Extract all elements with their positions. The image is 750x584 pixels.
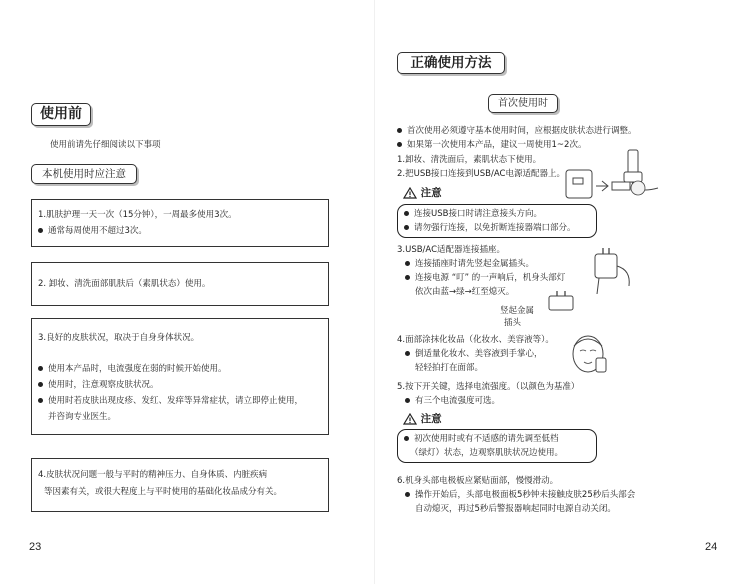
bullet-icon — [404, 436, 409, 441]
step-5: 5.按下开关键，选择电流强度。（以颜色为基准） — [397, 382, 580, 392]
intro-bullet-1: 首次使用必须遵守基本使用时间，应根据皮肤状态进行调整。 — [397, 124, 637, 138]
left-note-box-1 — [31, 199, 329, 247]
intro-bullet-2: 如果第一次使用本产品，建议一周使用1~2次。 — [397, 138, 586, 152]
step-2: 2.把USB接口连接到USB/AC电源适配器上。 — [397, 169, 565, 179]
note3-bullet-3-cont: 并咨询专业医生。 — [48, 412, 117, 422]
warning-icon — [403, 187, 417, 199]
face-illustration — [566, 332, 610, 376]
caution-1-heading: 注意 — [403, 186, 442, 200]
caution-box-2 — [397, 429, 597, 463]
bullet-icon — [38, 228, 43, 233]
bullet-icon — [38, 366, 43, 371]
plug-label-line-2: 插头 — [504, 318, 522, 328]
note4-line-1: 4.皮肤状况问题一般与平时的精神压力、自身体质、内脏疾病 — [38, 470, 268, 480]
left-note-box-4 — [31, 458, 329, 512]
plug-label-line-1: 竖起金属 — [500, 306, 535, 316]
caution-2-heading: 注意 — [403, 412, 442, 426]
step-3: 3.USB/AC适配器连接插座。 — [397, 245, 506, 255]
step-4: 4.面部涂抹化妆品（化妆水、美容液等）。 — [397, 335, 554, 345]
step-6-bullet-1-cont: 自动熄灭，再过5秒后警报器响起同时电源自动关闭。 — [415, 504, 616, 514]
left-page-title: 使用前 — [31, 103, 91, 126]
note2-text: 2. 卸妆、清洗面部肌肤后（素肌状态）使用。 — [38, 279, 211, 289]
note4-line-2: 等因素有关，或很大程度上与平时使用的基础化妆品成分有关。 — [44, 487, 283, 497]
caution-1-line-2: 请勿强行连接，以免折断连接器端口部分。 — [404, 221, 576, 235]
warning-icon — [403, 413, 417, 425]
page-gutter — [374, 0, 375, 584]
left-intro-text: 使用前请先仔细阅读以下事项 — [50, 140, 161, 150]
note1-bullet: 通常每周使用不超过3次。 — [38, 224, 147, 238]
bullet-icon — [405, 351, 410, 356]
usb-adapter-illustration — [562, 146, 664, 204]
note3-bullet-3: 使用时若皮肤出现皮疹、发红、发痒等异常症状，请立即停止使用， — [38, 394, 303, 408]
step-3-bullet-2: 连接电源 “叮” 的一声响后，机身头部灯 — [405, 271, 565, 285]
plug-detail-illustration — [545, 290, 579, 314]
left-page-number: 23 — [29, 541, 42, 553]
note3-bullet-2: 使用时，注意观察皮肤状况。 — [38, 378, 159, 392]
bullet-icon — [38, 398, 43, 403]
left-subtitle: 本机使用时应注意 — [31, 164, 137, 184]
caution-2-line-2: （绿灯）状态，边观察肌肤状况边使用。 — [410, 448, 564, 458]
right-page-title: 正确使用方法 — [397, 52, 505, 74]
step-6: 6.机身头部电极板应紧贴面部，慢慢滑动。 — [397, 476, 559, 486]
step-4-bullet-1-cont: 轻轻拍打在面部。 — [415, 363, 484, 373]
note1-text: 1.肌肤护理一天一次（15分钟），一周最多使用3次。 — [38, 210, 237, 220]
note3-bullet-1: 使用本产品时，电流强度在弱的时候开始使用。 — [38, 362, 227, 376]
left-note-box-3 — [31, 318, 329, 435]
step-4-bullet-1: 倒适量化妆水、美容液到手掌心， — [405, 347, 543, 361]
caution-1-line-1: 连接USB接口时请注意接头方向。 — [404, 207, 542, 221]
left-note-box-2 — [31, 262, 329, 306]
bullet-icon — [404, 211, 409, 216]
bullet-icon — [405, 492, 410, 497]
step-3-bullet-2-cont: 依次由蓝→绿→红至熄灭。 — [415, 287, 515, 297]
bullet-icon — [405, 261, 410, 266]
caution-box-1 — [397, 204, 597, 238]
right-page-number: 24 — [705, 541, 718, 553]
step-5-bullet-1: 有三个电流强度可选。 — [405, 394, 500, 408]
bullet-icon — [38, 382, 43, 387]
step-1: 1.卸妆、清洗面后，素肌状态下使用。 — [397, 155, 542, 165]
bullet-icon — [397, 142, 402, 147]
bullet-icon — [404, 225, 409, 230]
caution-2-line-1: 初次使用时或有不适感的请先调至低档 — [404, 432, 559, 446]
step-3-bullet-1: 连接插座时请先竖起金属插头。 — [405, 257, 534, 271]
plug-illustration — [575, 246, 635, 304]
right-subtitle: 首次使用时 — [488, 94, 558, 113]
bullet-icon — [405, 398, 410, 403]
bullet-icon — [397, 128, 402, 133]
step-6-bullet-1: 操作开始后，头部电极面板5秒钟未接触皮肤25秒后头部会 — [405, 488, 635, 502]
bullet-icon — [405, 275, 410, 280]
note3-text: 3.良好的皮肤状况，取决于自身身体状况。 — [38, 333, 200, 343]
